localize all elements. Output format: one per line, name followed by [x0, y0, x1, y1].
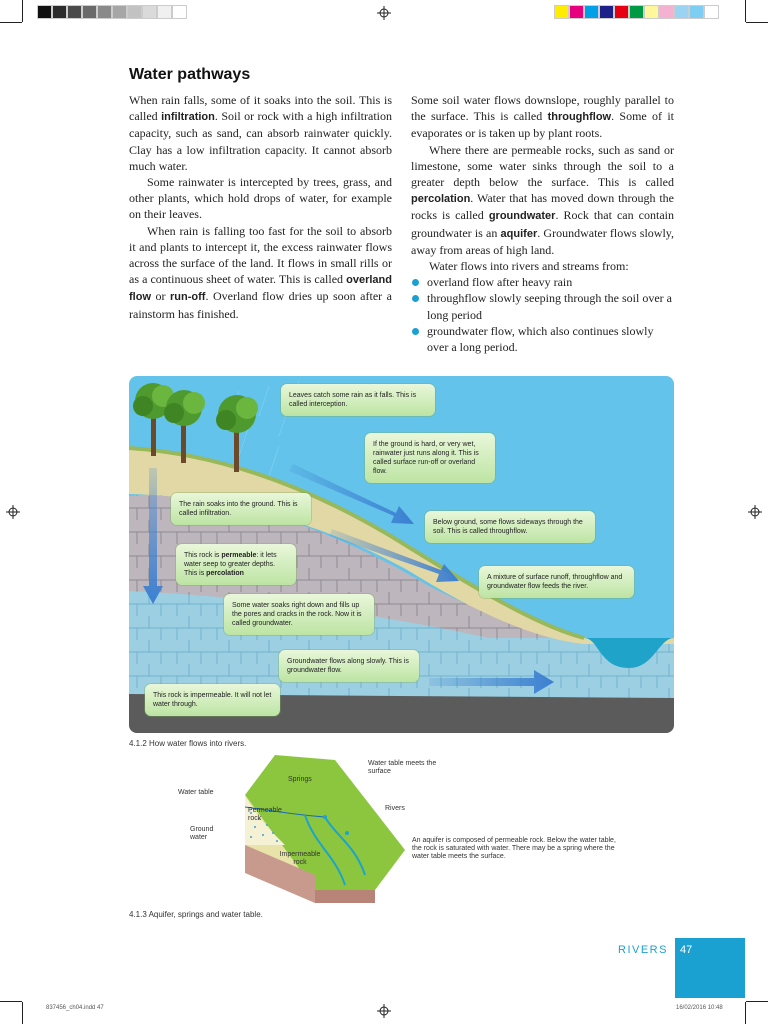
callout-permeable: This rock is permeable: it lets water seep to greater depths. This is percolation	[176, 544, 296, 585]
figure-caption: 4.1.2 How water flows into rivers.	[129, 739, 247, 748]
term-percolation: percolation	[411, 193, 471, 206]
registration-mark-icon	[748, 505, 762, 519]
term-overland-flow: overland flow	[129, 274, 392, 304]
color-swatch	[644, 5, 659, 19]
date-slug: 16/02/2016 10:48	[676, 1005, 723, 1011]
paragraph-overland-flow: When rain is falling too fast for the soil to absorb it and plants to intercept it, the excess rainwater flows across the surface of the land. It flows in small rills or as a continuous sheet of water. This is called overland flow or run-off. Overland flow dries up soon after a rainstorm has finished.	[129, 223, 392, 321]
term-aquifer: aquifer	[500, 227, 538, 240]
list-item: overland flow after heavy rain	[411, 274, 674, 290]
registration-mark-icon	[377, 6, 391, 20]
page-number: 47	[680, 944, 693, 956]
crop-mark	[0, 22, 22, 23]
term-groundwater: groundwater	[488, 210, 556, 223]
chapter-label: RIVERS	[618, 944, 668, 956]
grey-swatch-bar	[37, 5, 187, 19]
paragraph-infiltration: When rain falls, some of it soaks into the soil. This is called infiltration. Soil or rock with a high infiltration capacity, such as sand, can absorb rainwater quickly. Clay has a low infiltration capacity. It cannot absorb much water.	[129, 93, 392, 173]
label-impermeable-rock: Impermeable rock	[279, 851, 321, 866]
crop-mark	[22, 1002, 23, 1024]
color-swatch	[127, 5, 142, 19]
list-item: groundwater flow, which also continues slowly over a long period.	[411, 323, 674, 355]
color-swatch	[157, 5, 172, 19]
callout-runoff: If the ground is hard, or very wet, rainwater just runs along it. This is called surface run-off or overland flow.	[365, 433, 495, 483]
color-swatch	[67, 5, 82, 19]
registration-mark-icon	[6, 505, 20, 519]
right-text-column	[411, 92, 674, 355]
color-swatch	[689, 5, 704, 19]
left-text-column	[129, 92, 392, 322]
callout-river: A mixture of surface runoff, throughflow and groundwater flow feeds the river.	[479, 566, 634, 598]
paragraph-sources: Water flows into rivers and streams from:	[429, 259, 629, 274]
label-ground-water: Ground water	[190, 826, 214, 841]
color-swatch	[112, 5, 127, 19]
callout-throughflow: Below ground, some flows sideways through the soil. This is called throughflow.	[425, 511, 595, 543]
paragraph-interception: Some rainwater is intercepted by trees, grass, and other plants, which hold drops of water, for example on their leaves.	[129, 175, 392, 222]
color-swatch	[554, 5, 569, 19]
term-throughflow: throughflow	[547, 111, 612, 124]
color-swatch	[172, 5, 187, 19]
color-swatch	[37, 5, 52, 19]
callout-impermeable: This rock is impermeable. It will not let water through.	[145, 684, 280, 716]
label-water-table: Water table	[178, 789, 214, 796]
crop-mark	[745, 1002, 746, 1024]
label-water-table-surface: Water table meets the surface	[368, 760, 437, 775]
callout-groundwater-flow: Groundwater flows along slowly. This is groundwater flow.	[279, 650, 419, 682]
color-swatch	[704, 5, 719, 19]
paragraph-percolation: Where there are permeable rocks, such as sand or limestone, some water sinks through the soil to a greater depth below the surface. This is called percolation. Water that has moved down through the rocks is called groundwater. Rock that can contain groundwater is an aquifer. Groundwater flows slowly, away from areas of high land.	[411, 142, 674, 257]
section-heading: Water pathways	[129, 66, 251, 83]
callout-infiltration: The rain soaks into the ground. This is called infiltration.	[171, 493, 311, 525]
color-swatch	[82, 5, 97, 19]
crop-mark	[746, 22, 768, 23]
registration-mark-icon	[377, 1004, 391, 1018]
term-infiltration: infiltration	[161, 111, 215, 124]
paragraph-throughflow: Some soil water flows downslope, roughly parallel to the surface. This is called throughflow. Some of it evaporates or is taken up by plant roots.	[411, 93, 674, 141]
color-swatch-bar	[554, 5, 719, 19]
color-swatch	[659, 5, 674, 19]
color-swatch	[674, 5, 689, 19]
sources-list	[411, 274, 674, 355]
water-flow-diagram	[129, 376, 674, 733]
color-swatch	[142, 5, 157, 19]
crop-mark	[745, 0, 746, 22]
label-permeable-rock: Permeable rock	[248, 807, 282, 822]
callout-interception: Leaves catch some rain as it falls. This is called interception.	[281, 384, 435, 416]
label-springs: Springs	[288, 776, 312, 783]
term-run-off: run-off	[170, 291, 206, 304]
aquifer-block-diagram	[215, 755, 415, 905]
aquifer-note: An aquifer is composed of permeable rock. Below the water table, the rock is saturated with water. There may be a spring where the water table meets the surface.	[412, 837, 616, 860]
color-swatch	[614, 5, 629, 19]
callout-groundwater: Some water soaks right down and fills up the pores and cracks in the rock. Now it is called groundwater.	[224, 594, 374, 635]
color-swatch	[569, 5, 584, 19]
file-slug: 837456_ch04.indd 47	[46, 1005, 104, 1011]
crop-mark	[22, 0, 23, 22]
color-swatch	[52, 5, 67, 19]
label-rivers: Rivers	[385, 805, 405, 812]
list-item: throughflow slowly seeping through the soil over a long period	[411, 290, 674, 322]
crop-mark	[0, 1001, 22, 1002]
color-swatch	[584, 5, 599, 19]
crop-mark	[746, 1001, 768, 1002]
color-swatch	[629, 5, 644, 19]
figure-caption: 4.1.3 Aquifer, springs and water table.	[129, 910, 263, 919]
color-swatch	[599, 5, 614, 19]
color-swatch	[97, 5, 112, 19]
